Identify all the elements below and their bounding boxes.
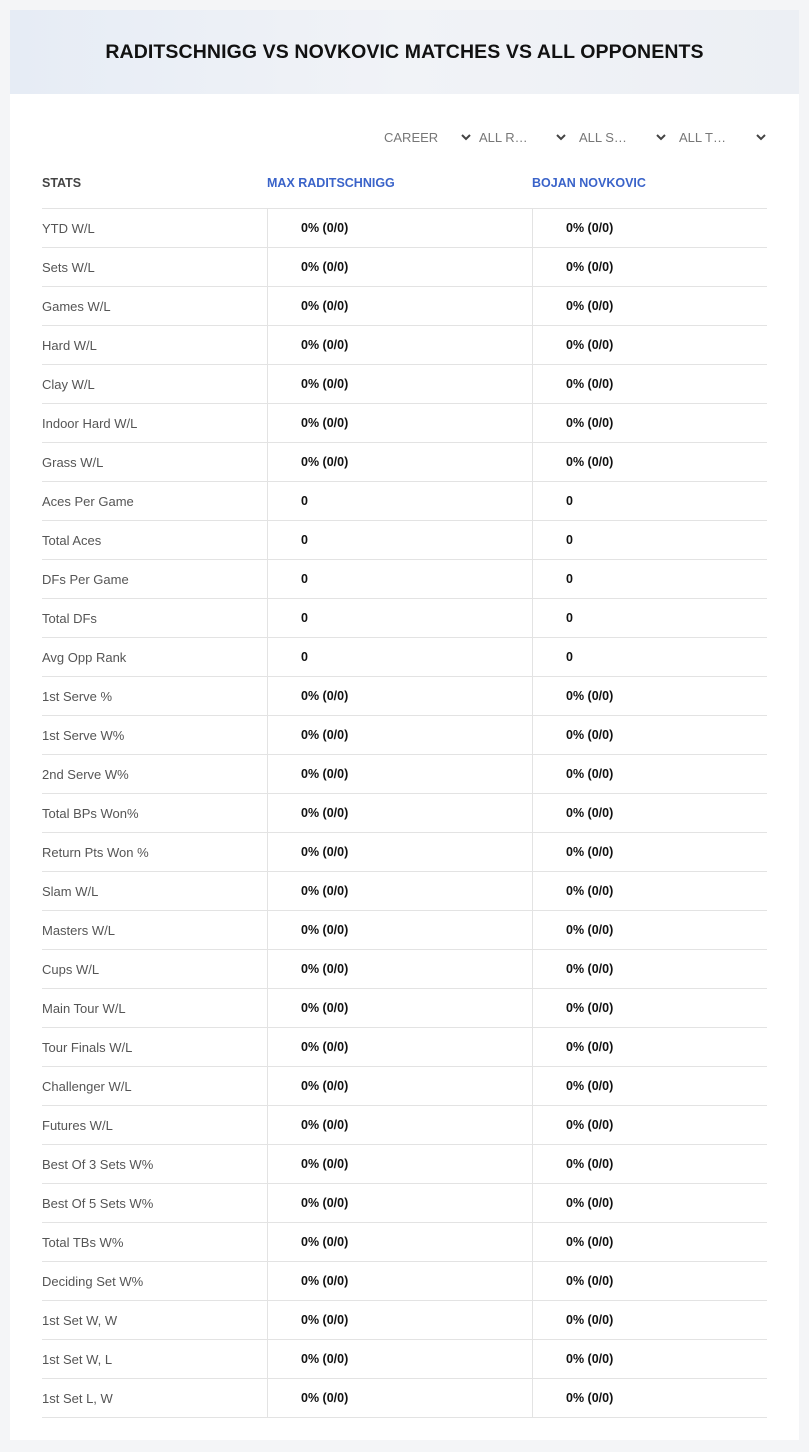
stat-label: Return Pts Won % <box>42 844 149 860</box>
stat-label: 1st Set W, L <box>42 1351 113 1367</box>
stat-label: 1st Serve % <box>42 688 113 704</box>
stat-label: Total DFs <box>42 610 97 626</box>
player1-value: 0% (0/0) <box>267 404 532 442</box>
player2-value: 0% (0/0) <box>532 1301 767 1339</box>
player1-value: 0 <box>267 482 532 520</box>
table-row <box>42 1379 767 1418</box>
filter-label: ALL T… <box>679 129 726 145</box>
table-row <box>42 989 767 1028</box>
filter-round-select[interactable] <box>479 126 567 148</box>
filter-label: ALL R… <box>479 129 528 145</box>
table-row <box>42 677 767 716</box>
filter-period-select[interactable] <box>384 126 472 148</box>
stat-label: Hard W/L <box>42 337 97 353</box>
table-row <box>42 599 767 638</box>
player2-value: 0% (0/0) <box>532 716 767 754</box>
player2-value: 0 <box>532 521 767 559</box>
table-row <box>42 638 767 677</box>
table-row <box>42 1145 767 1184</box>
table-row <box>42 287 767 326</box>
stat-label: Deciding Set W% <box>42 1273 144 1289</box>
player2-value: 0% (0/0) <box>532 1340 767 1378</box>
player2-value: 0% (0/0) <box>532 677 767 715</box>
table-row <box>42 911 767 950</box>
filter-label: CAREER <box>384 129 439 145</box>
filter-label: ALL S… <box>579 129 627 145</box>
stat-label: Best Of 3 Sets W% <box>42 1156 154 1172</box>
player2-value: 0% (0/0) <box>532 872 767 910</box>
table-row <box>42 209 767 248</box>
player1-value: 0% (0/0) <box>267 716 532 754</box>
table-row <box>42 950 767 989</box>
player2-value: 0 <box>532 560 767 598</box>
stats-table <box>42 158 767 1418</box>
player1-value: 0% (0/0) <box>267 677 532 715</box>
player2-value: 0% (0/0) <box>532 404 767 442</box>
table-row <box>42 521 767 560</box>
player2-value: 0% (0/0) <box>532 950 767 988</box>
player2-value: 0% (0/0) <box>532 1184 767 1222</box>
page-title: RADITSCHNIGG VS NOVKOVIC MATCHES VS ALL OPPONENTS <box>105 40 704 63</box>
stat-label: 2nd Serve W% <box>42 766 129 782</box>
header-player2-link[interactable]: BOJAN NOVKOVIC <box>532 176 646 190</box>
stat-label: Aces Per Game <box>42 493 134 509</box>
table-row <box>42 248 767 287</box>
stat-label: Clay W/L <box>42 376 95 392</box>
table-row <box>42 404 767 443</box>
filter-tournament-select[interactable] <box>679 126 767 148</box>
table-row <box>42 1184 767 1223</box>
player1-value: 0% (0/0) <box>267 287 532 325</box>
stat-label: Total TBs W% <box>42 1234 124 1250</box>
stat-label: 1st Set W, W <box>42 1312 118 1328</box>
stat-label: Total Aces <box>42 532 102 548</box>
player1-value: 0% (0/0) <box>267 1028 532 1066</box>
player1-value: 0% (0/0) <box>267 1106 532 1144</box>
player2-value: 0% (0/0) <box>532 326 767 364</box>
stat-label: Best Of 5 Sets W% <box>42 1195 154 1211</box>
player1-value: 0% (0/0) <box>267 1223 532 1261</box>
table-row <box>42 1028 767 1067</box>
stats-card <box>10 10 799 1440</box>
player1-value: 0% (0/0) <box>267 248 532 286</box>
player2-value: 0% (0/0) <box>532 209 767 247</box>
player2-value: 0% (0/0) <box>532 1028 767 1066</box>
player2-value: 0% (0/0) <box>532 755 767 793</box>
player2-value: 0% (0/0) <box>532 1379 767 1417</box>
table-row <box>42 1106 767 1145</box>
table-row <box>42 716 767 755</box>
player1-value: 0% (0/0) <box>267 1145 532 1183</box>
player1-value: 0 <box>267 599 532 637</box>
chevron-down-icon <box>555 131 567 143</box>
player2-value: 0% (0/0) <box>532 443 767 481</box>
stat-label: Sets W/L <box>42 259 95 275</box>
stat-label: DFs Per Game <box>42 571 129 587</box>
player1-value: 0% (0/0) <box>267 872 532 910</box>
filter-surface-select[interactable] <box>579 126 667 148</box>
table-row <box>42 1223 767 1262</box>
stat-label: Avg Opp Rank <box>42 649 127 665</box>
stat-label: YTD W/L <box>42 220 95 236</box>
player1-value: 0% (0/0) <box>267 443 532 481</box>
stat-label: Indoor Hard W/L <box>42 415 138 431</box>
header-stats: STATS <box>42 176 82 190</box>
player2-value: 0% (0/0) <box>532 833 767 871</box>
stat-label: Slam W/L <box>42 883 99 899</box>
player1-value: 0% (0/0) <box>267 209 532 247</box>
player1-value: 0% (0/0) <box>267 755 532 793</box>
stat-label: 1st Set L, W <box>42 1390 113 1406</box>
player2-value: 0% (0/0) <box>532 1223 767 1261</box>
table-row <box>42 326 767 365</box>
player2-value: 0% (0/0) <box>532 248 767 286</box>
player2-value: 0% (0/0) <box>532 911 767 949</box>
stat-label: Cups W/L <box>42 961 100 977</box>
table-row <box>42 1340 767 1379</box>
player2-value: 0 <box>532 599 767 637</box>
table-row <box>42 1067 767 1106</box>
player1-value: 0% (0/0) <box>267 1262 532 1300</box>
player2-value: 0 <box>532 638 767 676</box>
player1-value: 0 <box>267 521 532 559</box>
player1-value: 0% (0/0) <box>267 989 532 1027</box>
stat-label: 1st Serve W% <box>42 727 125 743</box>
stat-label: Games W/L <box>42 298 111 314</box>
player1-value: 0% (0/0) <box>267 1379 532 1417</box>
player1-value: 0% (0/0) <box>267 1067 532 1105</box>
stat-label: Total BPs Won% <box>42 805 139 821</box>
table-row <box>42 794 767 833</box>
stat-label: Challenger W/L <box>42 1078 132 1094</box>
player1-value: 0% (0/0) <box>267 833 532 871</box>
player2-value: 0% (0/0) <box>532 989 767 1027</box>
table-row <box>42 443 767 482</box>
table-row <box>42 1301 767 1340</box>
player2-value: 0% (0/0) <box>532 1262 767 1300</box>
stat-label: Main Tour W/L <box>42 1000 126 1016</box>
player1-value: 0 <box>267 638 532 676</box>
table-row <box>42 482 767 521</box>
player2-value: 0% (0/0) <box>532 1145 767 1183</box>
chevron-down-icon <box>755 131 767 143</box>
table-row <box>42 755 767 794</box>
header-player1-link[interactable]: MAX RADITSCHNIGG <box>267 176 395 190</box>
player2-value: 0% (0/0) <box>532 1106 767 1144</box>
page-header <box>10 10 799 94</box>
player1-value: 0% (0/0) <box>267 794 532 832</box>
chevron-down-icon <box>655 131 667 143</box>
filter-bar <box>10 126 799 148</box>
table-row <box>42 1262 767 1301</box>
player1-value: 0% (0/0) <box>267 1184 532 1222</box>
table-body <box>42 209 767 1418</box>
stat-label: Masters W/L <box>42 922 115 938</box>
player1-value: 0% (0/0) <box>267 911 532 949</box>
player2-value: 0% (0/0) <box>532 365 767 403</box>
player2-value: 0% (0/0) <box>532 287 767 325</box>
stat-label: Futures W/L <box>42 1117 113 1133</box>
table-row <box>42 560 767 599</box>
player1-value: 0% (0/0) <box>267 326 532 364</box>
stat-label: Grass W/L <box>42 454 104 470</box>
player2-value: 0% (0/0) <box>532 794 767 832</box>
table-header <box>42 158 767 209</box>
stat-label: Tour Finals W/L <box>42 1039 133 1055</box>
player1-value: 0% (0/0) <box>267 950 532 988</box>
table-row <box>42 872 767 911</box>
player1-value: 0% (0/0) <box>267 1340 532 1378</box>
chevron-down-icon <box>460 131 472 143</box>
table-row <box>42 833 767 872</box>
player1-value: 0 <box>267 560 532 598</box>
player2-value: 0 <box>532 482 767 520</box>
table-row <box>42 365 767 404</box>
player2-value: 0% (0/0) <box>532 1067 767 1105</box>
player1-value: 0% (0/0) <box>267 365 532 403</box>
player1-value: 0% (0/0) <box>267 1301 532 1339</box>
